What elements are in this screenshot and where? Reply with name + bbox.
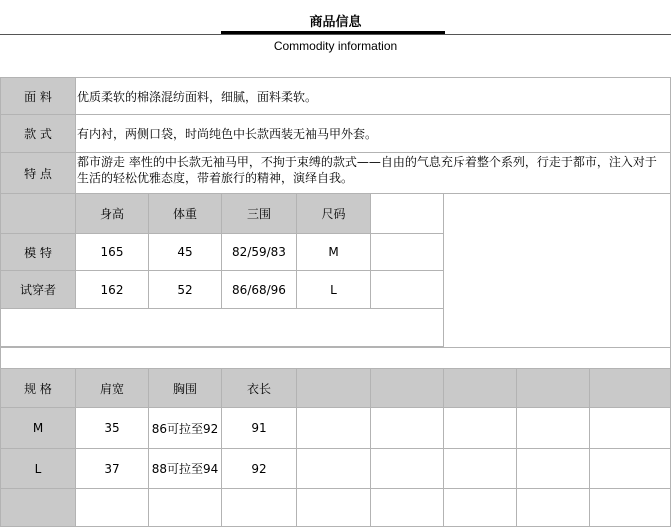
table-cell: [0, 308, 444, 347]
table-cell: 88可拉至94: [148, 448, 222, 489]
info-label-style: 款 式: [0, 114, 76, 153]
section-title: 商品信息: [309, 15, 362, 30]
table-spacer: [0, 347, 671, 369]
table-cell: M: [296, 233, 371, 271]
table-cell: [516, 448, 590, 489]
model-row-label: 模 特: [0, 233, 76, 271]
title-divider: [0, 34, 671, 35]
table-cell: 82/59/83: [221, 233, 297, 271]
table-cell: 52: [148, 270, 222, 309]
table-cell: 45: [148, 233, 222, 271]
info-label-fabric: 面 料: [0, 77, 76, 115]
table-cell: [589, 448, 671, 489]
table-cell: 35: [75, 407, 149, 449]
table-cell: [296, 448, 371, 489]
table-cell: [221, 488, 297, 527]
table-cell: [443, 448, 517, 489]
table-cell: 162: [75, 270, 149, 309]
table-cell: [443, 368, 517, 408]
table-cell: 92: [221, 448, 297, 489]
model-header-size: 尺码: [296, 193, 371, 234]
table-cell: 91: [221, 407, 297, 449]
size-header-chest: 胸围: [148, 368, 222, 408]
table-cell: [443, 488, 517, 527]
size-row-label: L: [0, 448, 76, 489]
size-row-label: M: [0, 407, 76, 449]
table-cell: [370, 368, 444, 408]
table-cell: [370, 233, 444, 271]
table-cell: [589, 368, 671, 408]
table-cell: [516, 488, 590, 527]
table-cell: [370, 270, 444, 309]
table-cell: [75, 488, 149, 527]
info-value-style: 有内衬，两侧口袋，时尚纯色中长款西装无袖马甲外套。: [75, 114, 671, 153]
table-cell: [516, 407, 590, 449]
section-subtitle: Commodity information: [273, 39, 398, 53]
table-cell: [0, 488, 76, 527]
table-cell: 37: [75, 448, 149, 489]
table-cell: [370, 488, 444, 527]
table-cell: [370, 448, 444, 489]
table-cell: [148, 488, 222, 527]
table-cell: L: [296, 270, 371, 309]
table-cell: [296, 368, 371, 408]
table-cell: [589, 488, 671, 527]
table-cell: 86/68/96: [221, 270, 297, 309]
table-cell: [589, 407, 671, 449]
size-header-shoulder: 肩宽: [75, 368, 149, 408]
table-cell: 165: [75, 233, 149, 271]
table-cell: [370, 407, 444, 449]
table-cell: [516, 368, 590, 408]
model-table-corner: [0, 193, 76, 234]
tester-row-label: 试穿者: [0, 270, 76, 309]
table-cell: [443, 407, 517, 449]
size-header-spec: 规 格: [0, 368, 76, 408]
info-value-fabric: 优质柔软的棉涤混纺面料，细腻，面料柔软。: [75, 77, 671, 115]
table-cell: [296, 488, 371, 527]
model-header-height: 身高: [75, 193, 149, 234]
table-cell: [296, 407, 371, 449]
info-value-feature: 都市游走 率性的中长款无袖马甲，不拘于束缚的款式——自由的气息充斥着整个系列，行走于都市，注入对于生活的轻松优雅态度，带着旅行的精神，演绎自我。: [75, 152, 671, 194]
table-cell: [370, 193, 444, 234]
table-cell: 86可拉至92: [148, 407, 222, 449]
model-header-measurements: 三围: [221, 193, 297, 234]
size-header-length: 衣长: [221, 368, 297, 408]
model-header-weight: 体重: [148, 193, 222, 234]
table-cell: [443, 193, 671, 348]
info-label-feature: 特 点: [0, 152, 76, 194]
